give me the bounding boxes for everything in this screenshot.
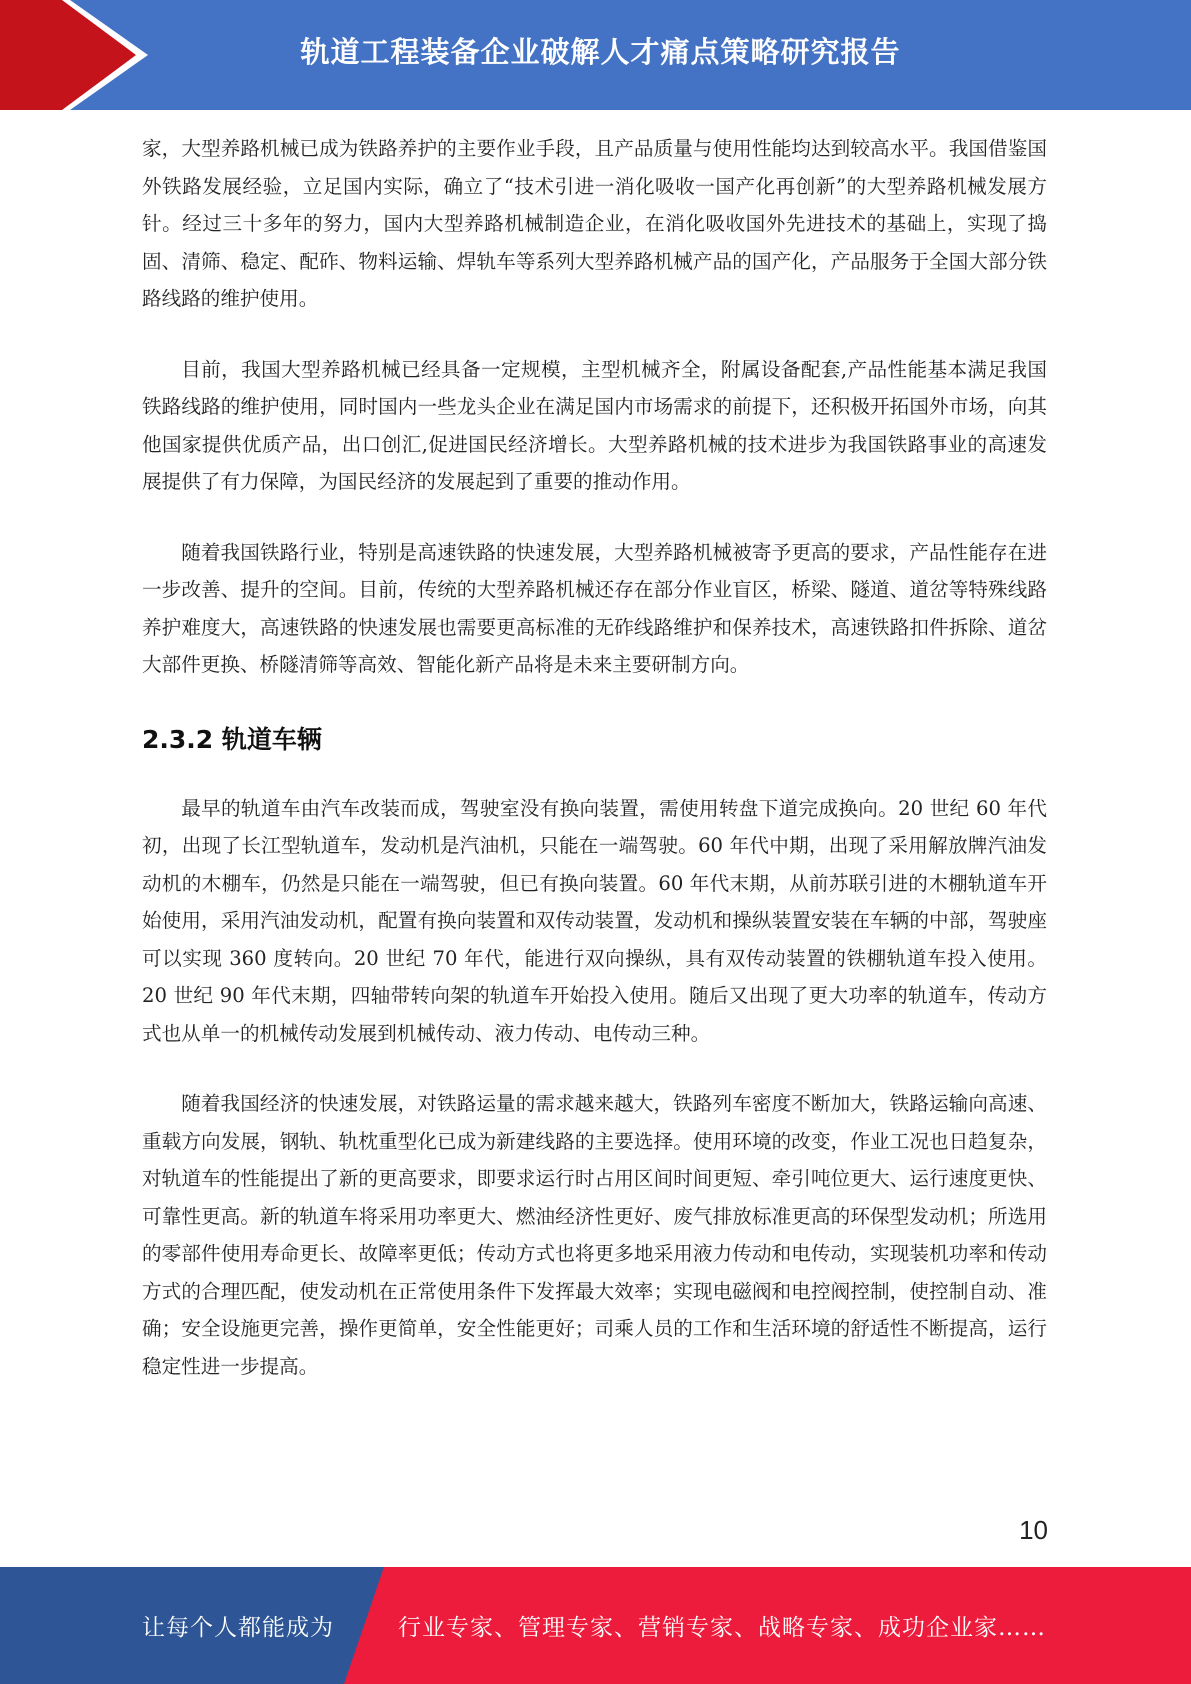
report-title: 轨道工程装备企业破解人才痛点策略研究报告 xyxy=(300,34,901,69)
paragraph-4: 最早的轨道车由汽车改装而成，驾驶室没有换向装置，需使用转盘下道完成换向。20 世纪 60 年代初，出现了长江型轨道车，发动机是汽油机，只能在一端驾驶。60 年代中期，出现了采用解放牌汽油发动机的木棚车，仍然是只能在一端驾驶，但已有换向装置。60 年代末期，从前苏联引进的木棚轨道车开始使用，采用汽油发动机，配置有换向装置和双传动装置，发动机和操纵装置安装在车辆的中部，驾驶座可以实现 360 度转向。20 世纪 70 年代，能进行双向操纵，具有双传动装置的铁棚轨道车投入使用。20 世纪 90 年代末期，四轴带转向架的轨道车开始投入使用。随后又出现了更大功率的轨道车，传动方式也从单一的机械传动发展到机械传动、液力传动、电传动三种。 xyxy=(142,796,1047,1045)
footer-roles: 行业专家、管理专家、营销专家、战略专家、成功企业家…… xyxy=(398,1615,1046,1641)
red-arrow-icon xyxy=(0,0,160,110)
footer-band xyxy=(0,1567,1191,1684)
paragraph-5: 随着我国经济的快速发展，对铁路运量的需求越来越大，铁路列车密度不断加大，铁路运输向高速、重载方向发展，钢轨、轨枕重型化已成为新建线路的主要选择。使用环境的改变，作业工况也日趋复杂，对轨道车的性能提出了新的更高要求，即要求运行时占用区间时间更短、牵引吨位更大、运行速度更快、可靠性更高。新的轨道车将采用功率更大、燃油经济性更好、废气排放标准更高的环保型发动机；所选用的零部件使用寿命更长、故障率更低；传动方式也将更多地采用液力传动和电传动，实现装机功率和传动方式的合理匹配，使发动机在正常使用条件下发挥最大效率；实现电磁阀和电控阀控制，使控制自动、准确；安全设施更完善，操作更简单，安全性能更好；司乘人员的工作和生活环境的舒适性不断提高，运行稳定性进一步提高。 xyxy=(142,1092,1047,1378)
paragraph-3: 随着我国铁路行业，特别是高速铁路的快速发展，大型养路机械被寄予更高的要求，产品性能存在进一步改善、提升的空间。目前，传统的大型养路机械还存在部分作业盲区，桥梁、隧道、道岔等特殊线路养护难度大，高速铁路的快速发展也需要更高标准的无砟线路维护和保养技术，高速铁路扣件拆除、道岔大部件更换、桥隧清筛等高效、智能化新产品将是未来主要研制方向。 xyxy=(142,540,1047,676)
header-band xyxy=(0,0,1191,110)
paragraph-2: 目前，我国大型养路机械已经具备一定规模，主型机械齐全，附属设备配套,产品性能基本满足我国铁路线路的维护使用，同时国内一些龙头企业在满足国内市场需求的前提下，还积极开拓国外市场，向其他国家提供优质产品，出口创汇,促进国民经济增长。大型养路机械的技术进步为我国铁路事业的高速发展提供了有力保障，为国民经济的发展起到了重要的推动作用。 xyxy=(142,357,1047,493)
paragraph-1: 家，大型养路机械已成为铁路养护的主要作业手段，且产品质量与使用性能均达到较高水平。我国借鉴国外铁路发展经验，立足国内实际，确立了“技术引进一消化吸收一国产化再创新”的大型养路机械发展方针。经过三十多年的努力，国内大型养路机械制造企业，在消化吸收国外先进技术的基础上，实现了捣固、清筛、稳定、配砟、物料运输、焊轨车等系列大型养路机械产品的国产化，产品服务于全国大部分铁路线路的维护使用。 xyxy=(142,137,1047,310)
page-content xyxy=(142,130,1047,1385)
footer-slogan: 让每个人都能成为 xyxy=(142,1615,334,1641)
page-number: 10 xyxy=(1019,1515,1048,1545)
section-heading: 2.3.2 轨道车辆 xyxy=(142,724,322,754)
